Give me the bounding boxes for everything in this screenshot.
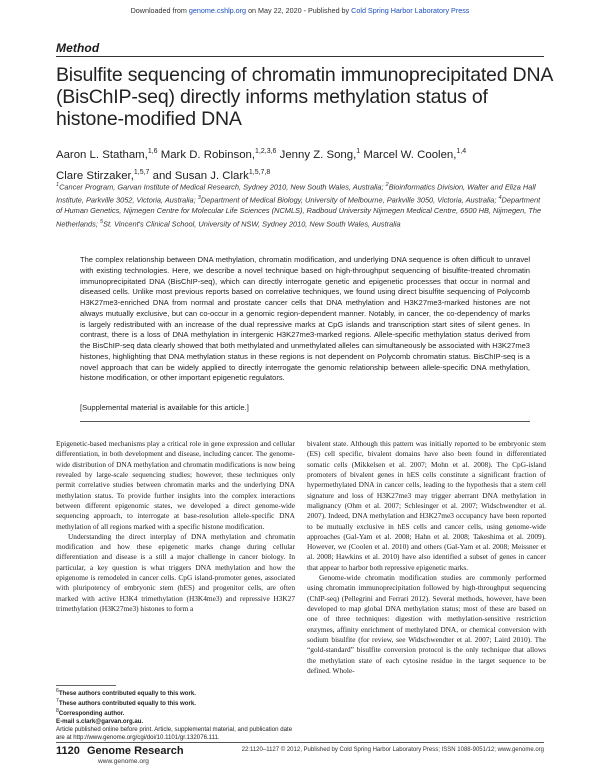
paragraph: Understanding the direct interplay of DNA methylation and chromatin modification and how these epigenetic marks change during cellular differentiation and disease is a still a major challenge in cancer biology. In particular, a key question is what triggers DNA methylation and how the epigenome is remodeled in cancer cells. CpG island-promoter genes, associated with pluripotency of embryonic stem (hES) and progenitor cells, are often marked with active H3K4 trimethylation (H3K4me3) and repressive H3K27 trimethylation (H3K27me3) histones to form a — [56, 531, 295, 613]
header-rule — [56, 56, 544, 57]
footnote: $^6$These authors contributed equally to this work. — [56, 688, 196, 698]
body-column-left — [56, 439, 295, 614]
footnote-rule — [56, 685, 116, 686]
footnote-publication: Article published online before print. Article, supplemental material, and publication date are at http://www.genome.org/cgi/doi/10.1101/gr.132076.111. — [56, 725, 293, 741]
article-title: Bisulfite sequencing of chromatin immunoprecipitated DNA (BisChIP-seq) directly informs methylation status of histone-modified DNA — [56, 64, 553, 130]
abstract: The complex relationship between DNA methylation, chromatin modification, and underlying DNA sequence is often difficult to unravel with existing technologies. Here, we describe a novel technique based on high-throughput sequencing of bisulfite-treated chromatin immunoprecipitated DNA (BisChIP-seq), which can directly interrogate genetic and epigenetic processes that occur in normal and diseased cells. Unlike most previous reports based on correlative techniques, we found using direct bisulfite sequencing of Polycomb H3K27me3-enriched DNA from normal and prostate cancer cells that DNA methylation and H3K27me3-marked histones are not always mutually exclusive, but can co-occur in a genomic region-dependent manner. Notably, in cancer, the co-dependency of marks is largely redistributed with an increase of the dual repressive marks at CpG islands and transcription start sites of silent genes. In contrast, there is a loss of DNA methylation in intergenic H3K27me3-marked regions. Allele-specific methylation status derived from the BisChIP-seq data clearly showed that both methylated and unmethylated alleles can simultaneously be associated with H3K27me3 histones, highlighting that DNA methylation status in these regions is not dependent on Polycomb chromatin status. BisChIP-seq is a novel approach that can be widely applied to directly interrogate the genomic relationship between allele-specific DNA methylation, histone modification, or other important epigenetic regulators. — [80, 255, 530, 383]
author: Aaron L. Statham,$^{1,6}$ — [56, 148, 158, 161]
paragraph: Epigenetic-based mechanisms play a critical role in gene expression and cellular differentiation, in both development and disease, including cancer. The genome-wide distribution of DNA methylation and chromatin modifications is now being revealed by large-scale sequencing studies; however, these techniques only permit correlative studies between chromatin marks and the underlying DNA methylation status. To provide further insights into the complex interactions between different epigenomic states, we developed a direct genome-wide sequencing approach, to interrogate at base-resolution allele-specific DNA methylation of all regions marked with a specific histone modification. — [56, 439, 295, 531]
download-banner — [0, 6, 600, 15]
affiliation: Department of Medical Biology, University of Melbourne, Parkville 3050, Victoria, Australia; — [200, 195, 497, 205]
affiliations: $^1$Cancer Program, Garvan Institute of Medical Research, Sydney 2010, New South Wales, Australia; $^2$Bioinformatics Division, Walter and Eliza Hall Institute, Parkville 3052, Victoria, Australia; $^3$Department of Medical Biology, University of Melbourne, Parkville 3050, Victoria, Australia; $^4$Department of Human Genetics, Nijmegen Centre for Molecular Life Sciences (NCMLS), Radboud University Nijmegen Medical Centre, 6500 HB, Nijmegen, The Netherlands; $^5$St. Vincent's Clinical School, University of NSW, Sydney 2010, New South Wales, Australia — [56, 182, 542, 229]
author: Clare Stirzaker,$^{1,5,7}$ — [56, 168, 150, 182]
affiliation: St. Vincent's Clinical School, University of NSW, Sydney 2010, New South Wales, Australia — [103, 219, 401, 229]
genome-site-link[interactable]: genome.cshlp.org — [188, 6, 247, 15]
section-label: Method — [56, 41, 100, 55]
affiliation: Department of Human Genetics, Nijmegen Centre for Molecular Life Sciences (NCMLS), Radboud University Nijmegen Medical Centre, 6500 HB, Nijmegen, The Netherlands; — [56, 195, 542, 229]
author: and Susan J. Clark$^{1,5,7,8}$ — [152, 168, 271, 182]
publisher-link[interactable]: Cold Spring Harbor Laboratory Press — [351, 6, 470, 15]
footnotes — [56, 688, 296, 742]
affiliation: Cancer Program, Garvan Institute of Medical Research, Sydney 2010, New South Wales, Australia; — [59, 182, 384, 192]
paragraph: bivalent state. Although this pattern was initially reported to be embryonic stem (ES) cell specific, bivalent domains have also been found in differentiated somatic cells (Mikkelsen et al. 2007; Mohn et al. 2008). The CpG-island promoters of bivalent genes in hES cells constitute a significant fraction of hypermethylated DNA in cancer cells, leading to the hypothesis that a stem cell signature and loss of H3K27me3 may trigger aberrant DNA methylation in malignancy (Ohm et al. 2007; Schlesinger et al. 2007; Widschwendter et al. 2007). Indeed, DNA methylation and H3K27me3 occupancy have been reported to be mutually exclusive in hES cells and cancer cells, using genome-wide approaches (Gal-Yam et al. 2008; Hahn et al. 2008; Takeshima et al. 2009). However, we (Coolen et al. 2010) and others (Gal-Yam et al. 2008; Meissner et al. 2008; Hawkins et al. 2010) have also identified a subset of genes in cancer that appear to harbor both repressive epigenetic marks. — [307, 439, 546, 572]
abstract-rule — [80, 421, 530, 422]
author: Mark D. Robinson,$^{1,2,3,6}$ — [160, 148, 277, 161]
affiliation: Bioinformatics Division, Walter and Eliza Hall Institute, Parkville 3052, Victoria, Australia; — [56, 182, 536, 205]
paragraph: Genome-wide chromatin modification studies are commonly performed using chromatin immunoprecipitation followed by high-throughput sequencing (ChIP-seq) (Pellegrini and Ferrari 2012). Several methods, however, have been developed to map global DNA methylation status; most of these are based on one of three techniques: digestion with methylation-sensitive restriction enzymes, affinity enrichment of methylated DNA, or chemical conversion with sodium bisulfite (for review, see Widschwendter et al. 2007; Laird 2010). The “gold-standard” bisulfite conversion protocol is the only technique that allows the methylation state of each cytosine residue in the target sequence to be defined. Whole- — [307, 573, 546, 675]
author-list — [56, 143, 556, 185]
author: Marcel W. Coolen,$^{1,4}$ — [363, 148, 467, 161]
journal-website[interactable]: www.genome.org — [98, 758, 149, 765]
publication-info: 22:1120–1127 © 2012, Published by Cold Spring Harbor Laboratory Press; ISSN 1088-9051/12; www.genome.org — [241, 747, 544, 753]
download-prefix: Downloaded from — [130, 6, 187, 15]
supplemental-note: [Supplemental material is available for this article.] — [80, 403, 249, 412]
page-number: 1120 — [56, 745, 80, 757]
footnote: $^7$These authors contributed equally to this work. — [56, 697, 196, 707]
footnote-email[interactable]: E-mail s.clark@garvan.org.au. — [56, 717, 144, 725]
author: Jenny Z. Song,$^1$ — [279, 148, 361, 161]
footer-rule — [56, 742, 544, 743]
download-mid: on May 22, 2020 - Published by — [248, 6, 350, 15]
journal-name: Genome Research — [87, 745, 184, 757]
body-column-right — [307, 439, 546, 676]
footnote: $^8$Corresponding author. — [56, 707, 125, 717]
